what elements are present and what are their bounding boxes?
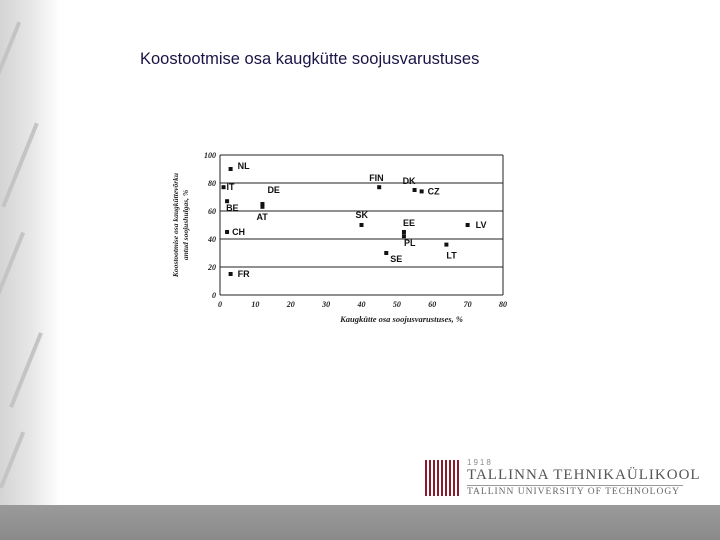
point-label-de: DE [267,185,280,195]
x-axis-label: Kaugkütte osa soojusvarustuses, % [340,314,463,324]
point-label-sk: SK [355,210,369,220]
data-point-ch [225,230,229,234]
y-tick-label: 60 [208,207,216,216]
data-point-fr [229,272,233,276]
logo-subtitle: TALLINN UNIVERSITY OF TECHNOLOGY [467,487,681,497]
point-label-it: IT [226,182,235,193]
y-tick-label: 0 [212,291,216,300]
y-axis-label [171,173,190,278]
data-point-se [384,251,388,255]
x-tick-label: 70 [463,300,472,309]
data-point-it [222,185,226,189]
x-tick-label: 30 [322,300,331,309]
data-point-cz [420,189,424,193]
left-decoration [0,0,60,505]
point-label-ee: EE [402,218,415,228]
x-tick-label: 60 [428,300,437,309]
scatter-chart [160,145,540,335]
point-label-se: SE [390,254,403,264]
data-point-at [260,205,264,209]
logo-name: TALLINNA TEHNIKAÜLIKOOL [467,467,701,483]
y-axis-label-line: antud soojushulgas, % [181,189,190,261]
data-point-lt [444,243,448,247]
point-label-pl: PL [403,238,416,249]
data-point-nl [229,167,233,171]
logo-emblem [425,460,461,496]
point-label-lt: LT [446,250,457,261]
data-point-dk [413,188,417,192]
y-axis-label-line: Koostootmise osa kaugküttevõrku [171,172,180,278]
point-label-nl: NL [237,161,250,171]
x-tick-label: 0 [218,300,222,309]
x-tick-label: 10 [251,300,260,309]
x-tick-label: 50 [392,300,401,309]
point-label-be: BE [226,203,239,214]
point-label-at: AT [256,211,268,222]
y-tick-label: 100 [204,151,216,160]
x-tick-label: 80 [499,300,507,309]
point-label-fin: FIN [369,173,384,184]
data-point-lv [466,223,470,227]
point-label-ch: CH [232,227,246,237]
y-tick-label: 20 [208,263,216,272]
x-tick-label: 40 [357,300,366,309]
slide-title: Koostootmise osa kaugkütte soojusvarustuses [140,50,480,68]
university-logo [425,458,705,500]
point-label-dk: DK [402,176,416,186]
logo-year: 1918 [467,458,493,467]
y-tick-label: 40 [208,235,216,244]
logo-divider [467,485,683,486]
data-point-ee [402,230,406,234]
footer-bar [0,505,720,540]
x-tick-label: 20 [286,300,295,309]
data-points [222,161,487,279]
data-point-fin [377,185,381,189]
data-point-sk [360,223,364,227]
point-label-lv: LV [475,220,487,230]
point-label-fr: FR [237,269,250,279]
y-tick-label: 80 [208,179,216,188]
point-label-cz: CZ [427,186,440,197]
tick-labels [204,151,507,309]
